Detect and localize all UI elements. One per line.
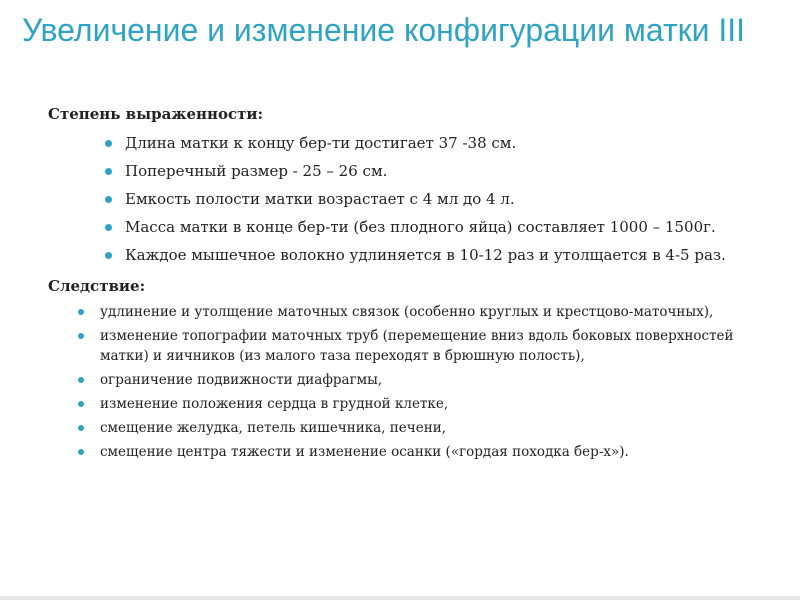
consequence-list <box>48 302 778 462</box>
severity-list <box>48 132 778 266</box>
section-heading-consequence: Следствие: <box>48 277 146 295</box>
list-item: удлинение и утолщение маточных связок (особенно круглых и крестцово-маточных), <box>78 302 778 322</box>
list-item: ограничение подвижности диафрагмы, <box>78 370 778 390</box>
list-item: Поперечный размер - 25 – 26 см. <box>103 160 778 182</box>
list-item: Емкость полости матки возрастает с 4 мл до 4 л. <box>103 188 778 210</box>
list-item: Масса матки в конце бер-ти (без плодного яйца) составляет 1000 – 1500г. <box>103 216 778 238</box>
slide-bottom-bar <box>0 596 800 600</box>
section-heading-severity: Степень выраженности: <box>48 105 264 123</box>
slide-title: Увеличение и изменение конфигурации матки III <box>22 12 746 48</box>
list-item: смещение центра тяжести и изменение осанки («гордая походка бер-х»). <box>78 442 778 462</box>
list-item: смещение желудка, петель кишечника, печени, <box>78 418 778 438</box>
slide-content <box>48 104 778 466</box>
list-item: Длина матки к концу бер-ти достигает 37 -38 см. <box>103 132 778 154</box>
list-item: Каждое мышечное волокно удлиняется в 10-12 раз и утолщается в 4-5 раз. <box>103 244 778 266</box>
list-item: изменение топографии маточных труб (перемещение вниз вдоль боковых поверхностей матки) и яичников (из малого таза переходят в брюшную полость), <box>78 326 778 366</box>
list-item: изменение положения сердца в грудной клетке, <box>78 394 778 414</box>
